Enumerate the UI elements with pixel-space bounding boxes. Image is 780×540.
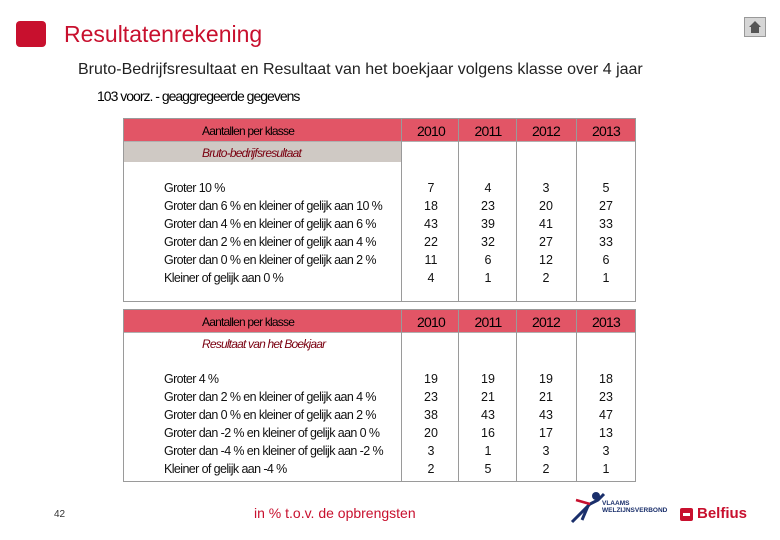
value-column-2012 — [517, 179, 575, 287]
cell-value: 2 — [542, 271, 550, 285]
year-header: 2012 — [532, 314, 560, 330]
year-header: 2011 — [474, 314, 502, 330]
page-number: 42 — [54, 509, 66, 520]
cell-value: 1 — [602, 462, 610, 476]
cell-value: 41 — [539, 217, 553, 231]
vvsg-wordmark — [602, 500, 667, 514]
table-bruto-bedrijfsresultaat — [123, 118, 636, 302]
row-label: Kleiner of gelijk aan 0 % — [164, 271, 284, 285]
cell-value: 3 — [542, 444, 550, 458]
cell-value: 21 — [481, 390, 495, 404]
cell-value: 1 — [484, 444, 492, 458]
row-labels — [164, 179, 382, 287]
cell-value: 6 — [602, 253, 610, 267]
row-label: Groter 10 % — [164, 181, 225, 195]
table-section-label: Bruto-bedrijfsresultaat — [202, 146, 301, 160]
cell-value: 33 — [599, 217, 613, 231]
cell-value: 16 — [481, 426, 495, 440]
row-label: Groter dan 6 % en kleiner of gelijk aan 10 % — [164, 199, 383, 213]
cell-value: 20 — [539, 199, 553, 213]
row-label: Groter dan 2 % en kleiner of gelijk aan 4 % — [164, 235, 376, 249]
cell-value: 2 — [542, 462, 550, 476]
row-label: Groter dan 4 % en kleiner of gelijk aan 6 % — [164, 217, 376, 231]
row-label: Groter dan 2 % en kleiner of gelijk aan 4 % — [164, 390, 376, 404]
cell-value: 23 — [481, 199, 495, 213]
cell-value: 1 — [484, 271, 492, 285]
row-label: Groter dan 0 % en kleiner of gelijk aan 2 % — [164, 408, 376, 422]
cell-value: 4 — [427, 271, 435, 285]
cell-value: 2 — [427, 462, 435, 476]
cell-value: 17 — [539, 426, 553, 440]
belfius-logo-icon — [680, 508, 693, 521]
belfius-wordmark: Belfius — [697, 505, 748, 522]
cell-value: 20 — [424, 426, 438, 440]
cell-value: 43 — [539, 408, 553, 422]
row-label: Kleiner of gelijk aan -4 % — [164, 462, 287, 476]
title-marker — [16, 21, 46, 47]
value-column-2012 — [517, 370, 575, 478]
row-label: Groter dan -4 % en kleiner of gelijk aan -2 % — [164, 444, 383, 458]
table-resultaat-boekjaar — [123, 309, 636, 482]
cell-value: 6 — [484, 253, 492, 267]
cell-value: 21 — [539, 390, 553, 404]
cell-value: 5 — [484, 462, 492, 476]
page-title: Resultatenrekening — [64, 21, 263, 47]
year-header: 2010 — [417, 123, 445, 139]
cell-value: 33 — [599, 235, 613, 249]
cell-value: 3 — [542, 181, 550, 195]
year-header: 2011 — [474, 123, 502, 139]
year-header: 2013 — [592, 314, 620, 330]
cell-value: 22 — [424, 235, 438, 249]
cell-value: 23 — [424, 390, 438, 404]
cell-value: 19 — [481, 372, 495, 386]
subtitle: Bruto-Bedrijfsresultaat en Resultaat van het boekjaar volgens klasse over 4 jaar — [78, 61, 643, 78]
value-column-2011 — [459, 179, 517, 287]
cell-value: 19 — [424, 372, 438, 386]
cell-value: 38 — [424, 408, 438, 422]
value-column-2010 — [402, 179, 460, 287]
cell-value: 18 — [599, 372, 613, 386]
footer-note: in % t.o.v. de opbrengsten — [254, 505, 416, 521]
row-label: Groter dan 0 % en kleiner of gelijk aan 2 % — [164, 253, 376, 267]
cell-value: 23 — [599, 390, 613, 404]
value-column-2013 — [577, 179, 635, 287]
home-icon[interactable] — [744, 17, 766, 37]
cell-value: 5 — [602, 181, 610, 195]
year-header: 2010 — [417, 314, 445, 330]
cell-value: 12 — [539, 253, 553, 267]
cell-value: 3 — [427, 444, 435, 458]
row-label: Groter dan -2 % en kleiner of gelijk aan 0 % — [164, 426, 380, 440]
value-column-2011 — [459, 370, 517, 478]
vvsg-line1: VLAAMS — [602, 500, 630, 507]
table-header-label: Aantallen per klasse — [202, 315, 295, 329]
row-label: Groter 4 % — [164, 372, 219, 386]
table-section-label: Resultaat van het Boekjaar — [202, 337, 326, 351]
cell-value: 13 — [599, 426, 613, 440]
year-header: 2013 — [592, 123, 620, 139]
cell-value: 39 — [481, 217, 495, 231]
cell-value: 7 — [427, 181, 435, 195]
value-column-2013 — [577, 370, 635, 478]
cell-value: 3 — [602, 444, 610, 458]
value-column-2010 — [402, 370, 460, 478]
cell-value: 11 — [424, 253, 438, 267]
cell-value: 19 — [539, 372, 553, 386]
cell-value: 47 — [599, 408, 613, 422]
cell-value: 27 — [539, 235, 553, 249]
data-note: 103 voorz. - geaggregeerde gegevens — [97, 88, 300, 104]
table-header-label: Aantallen per klasse — [202, 124, 295, 138]
cell-value: 27 — [599, 199, 613, 213]
vvsg-line2: WELZIJNSVERBOND — [602, 507, 668, 514]
row-labels — [164, 370, 383, 478]
year-header: 2012 — [532, 123, 560, 139]
cell-value: 43 — [424, 217, 438, 231]
cell-value: 32 — [481, 235, 495, 249]
cell-value: 4 — [484, 181, 492, 195]
cell-value: 1 — [602, 271, 610, 285]
cell-value: 18 — [424, 199, 438, 213]
cell-value: 43 — [481, 408, 495, 422]
